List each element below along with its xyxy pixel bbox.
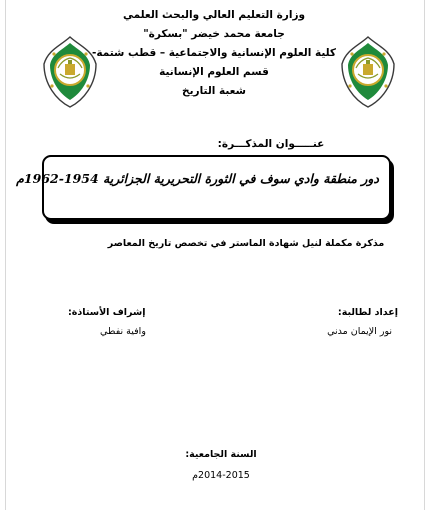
department-line: قسم العلوم الإنسانية xyxy=(159,66,269,78)
ministry-line: وزارة التعليم العالي والبحث العلمي xyxy=(122,9,306,21)
thesis-title: دور منطقة وادي سوف في الثورة التحريرية الجزائرية 1954-1962م xyxy=(16,171,379,186)
subject-label: عنـــــوان المذكـــرة: xyxy=(217,138,325,150)
student-name: نور الإيمان مدني xyxy=(327,326,392,337)
supervisor-label: إشراف الأستاذة: xyxy=(68,307,146,318)
memo-description: مذكرة مكملة لنيل شهادة الماستر في تخصص تاريخ المعاصر xyxy=(107,238,385,249)
university-logo-left-icon xyxy=(40,34,100,110)
academic-year-value: 2014-2015م xyxy=(192,470,250,481)
title-box xyxy=(16,155,391,220)
faculty-line: كلية العلوم الإنسانية والاجتماعية – قطب شتمة- xyxy=(91,47,337,59)
supervisor-name: وافية نفطي xyxy=(100,326,146,337)
branch-line: شعبة التاريخ xyxy=(182,85,246,97)
document-page xyxy=(5,0,425,510)
university-line: جامعة محمد خيضر "بسكرة" xyxy=(143,28,285,40)
student-label: إعداد لطالبة: xyxy=(337,307,398,318)
academic-year-label: السنة الجامعية: xyxy=(185,449,257,460)
university-logo-right-icon xyxy=(338,34,398,110)
